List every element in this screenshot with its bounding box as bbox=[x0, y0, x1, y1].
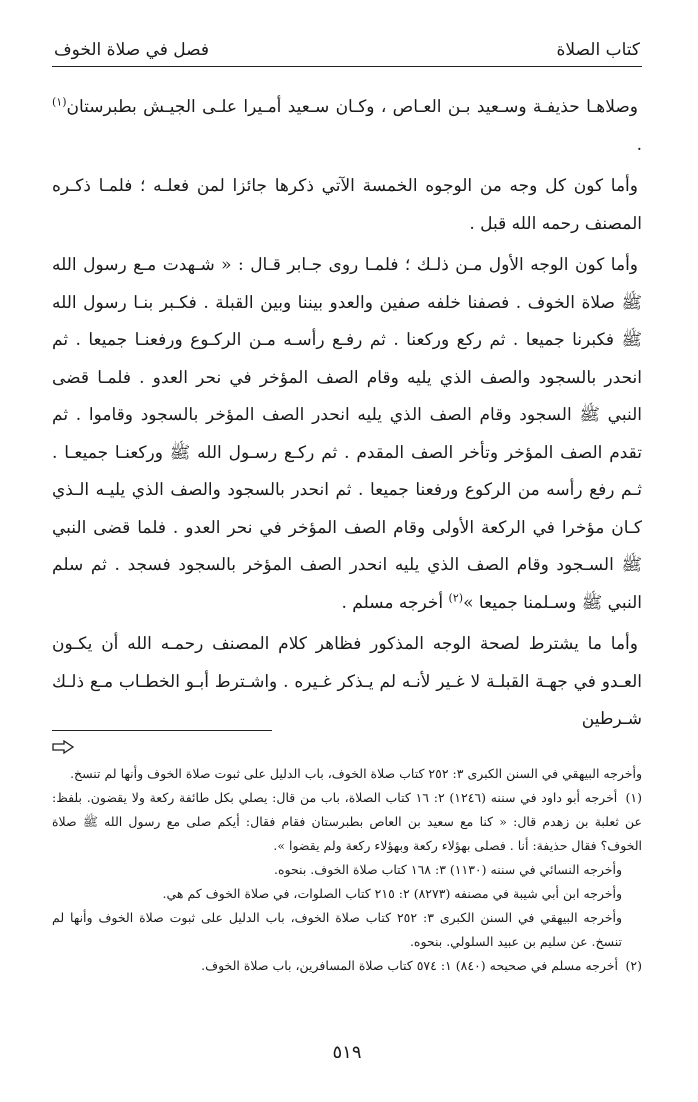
running-header bbox=[52, 40, 642, 67]
paragraph: وأما كون كل وجه من الوجوه الخمسة الآتي ذكرها جائزا لمن فعلـه ؛ فلمـا ذكـره المصنف رحمه الله قبل . bbox=[52, 176, 642, 234]
arrow-right-icon bbox=[52, 740, 74, 754]
footnote-separator bbox=[52, 730, 272, 731]
footnotes bbox=[52, 762, 642, 978]
paragraph: وأما ما يشترط لصحة الوجه المذكور فظاهر كلام المصنف رحمـه الله أن يكـون العـدو في جهـة القبلـة لا غـير لأنـه لم يـذكر غـيره . واشـترط أبـو الخطـاب مـع ذلـك شـرطين bbox=[52, 634, 642, 729]
footnote-1-line: وأخرجه النسائي في سننه (١١٣٠) ٣: ١٦٨ كتاب صلاة الخوف. بنحوه. bbox=[274, 862, 622, 877]
footnote-continuation: وأخرجه البيهقي في السنن الكبرى ٣: ٢٥٢ كتاب صلاة الخوف، باب الدليل على ثبوت صلاة الخوف وأنها لم تنسخ. bbox=[70, 766, 642, 781]
header-book-title: كتاب الصلاة bbox=[556, 40, 640, 60]
footnote-2: (٢) أخرجه مسلم في صحيحه (٨٤٠) ١: ٥٧٤ كتاب صلاة المسافرين، باب صلاة الخوف. bbox=[201, 958, 642, 973]
main-text bbox=[52, 89, 642, 739]
footnote-1: (١) أخرجه أبو داود في سننه (١٢٤٦) ٢: ١٦ كتاب الصلاة، باب من قال: يصلي بكل طائفة ركعة ولا يقضون. بلفظ: عن ثعلبة بن زهدم قال: « كنا مع سعيد بن العاص بطبرستان فقام فقال: أيكم صلى مع رسول الله ﷺ صلاة الخوف؟ فقال حذيفة: أنا . فصلى بهؤلاء ركعة وبهؤلاء ركعة ولم يقضوا ». bbox=[52, 790, 642, 853]
book-page bbox=[52, 40, 642, 1080]
header-chapter-title: فصل في صلاة الخوف bbox=[54, 40, 210, 60]
paragraph: وأما كون الوجه الأول مـن ذلـك ؛ فلمـا روى جـابر قـال : « شـهدت مـع رسول الله ﷺ صلاة الخوف . فصفنا خلفه صفين والعدو بيننا وبين القبلة . فكـبر بنـا رسول الله ﷺ فكبرنا جميعا . ثم ركع وركعنا . ثم رفـع رأسـه مـن الركـوع ورفعنـا جميعا . ثم انحدر بالسجود والصف الذي يليه وقام الصف المؤخر في نحر العدو . فلمـا قضى النبي ﷺ السجود وقام الصف الذي يليه انحدر الصف المؤخر بالسجود وقاموا . ثم تقدم الصف المؤخر وتأخر الصف المقدم . ثم ركـع رسـول الله ﷺ وركعنـا جميعـا . ثـم رفع رأسه من الركوع ورفعنا جميعا . ثم انحدر بالسجود والصف الذي يليـه الـذي كـان مؤخرا في الركعة الأولى وقام الصف المؤخر في نحر العدو . فلما قضى النبي ﷺ السـجود وقام الصف الذي يليه انحدر الصف المؤخر بالسجود فسجد . ثم سلم النبي ﷺ وسـلمنا جميعا »$^{(٢)}$ أخرجه مسلم . bbox=[52, 255, 642, 613]
footnote-1-line: وأخرجه البيهقي في السنن الكبرى ٣: ٢٥٢ كتاب صلاة الخوف، باب الدليل على ثبوت صلاة الخوف وأنها لم تنسخ. عن سليم بن عبيد السلولي. بنحوه. bbox=[52, 910, 622, 949]
paragraph: وصلاهـا حذيفـة وسـعيد بـن العـاص ، وكـان سـعيد أمـيرا علـى الجيـش بطبرستان$^{(١)}$ . bbox=[52, 95, 642, 155]
footnote-ref-1: (١) bbox=[52, 95, 67, 109]
page-number: ٥١٩ bbox=[332, 1042, 362, 1063]
footnote-ref-2: (٢) bbox=[448, 590, 464, 604]
footnote-1-line: وأخرجه ابن أبي شيبة في مصنفه (٨٢٧٣) ٢: ٢١٥ كتاب الصلوات، في صلاة الخوف كم هي. bbox=[162, 886, 622, 901]
